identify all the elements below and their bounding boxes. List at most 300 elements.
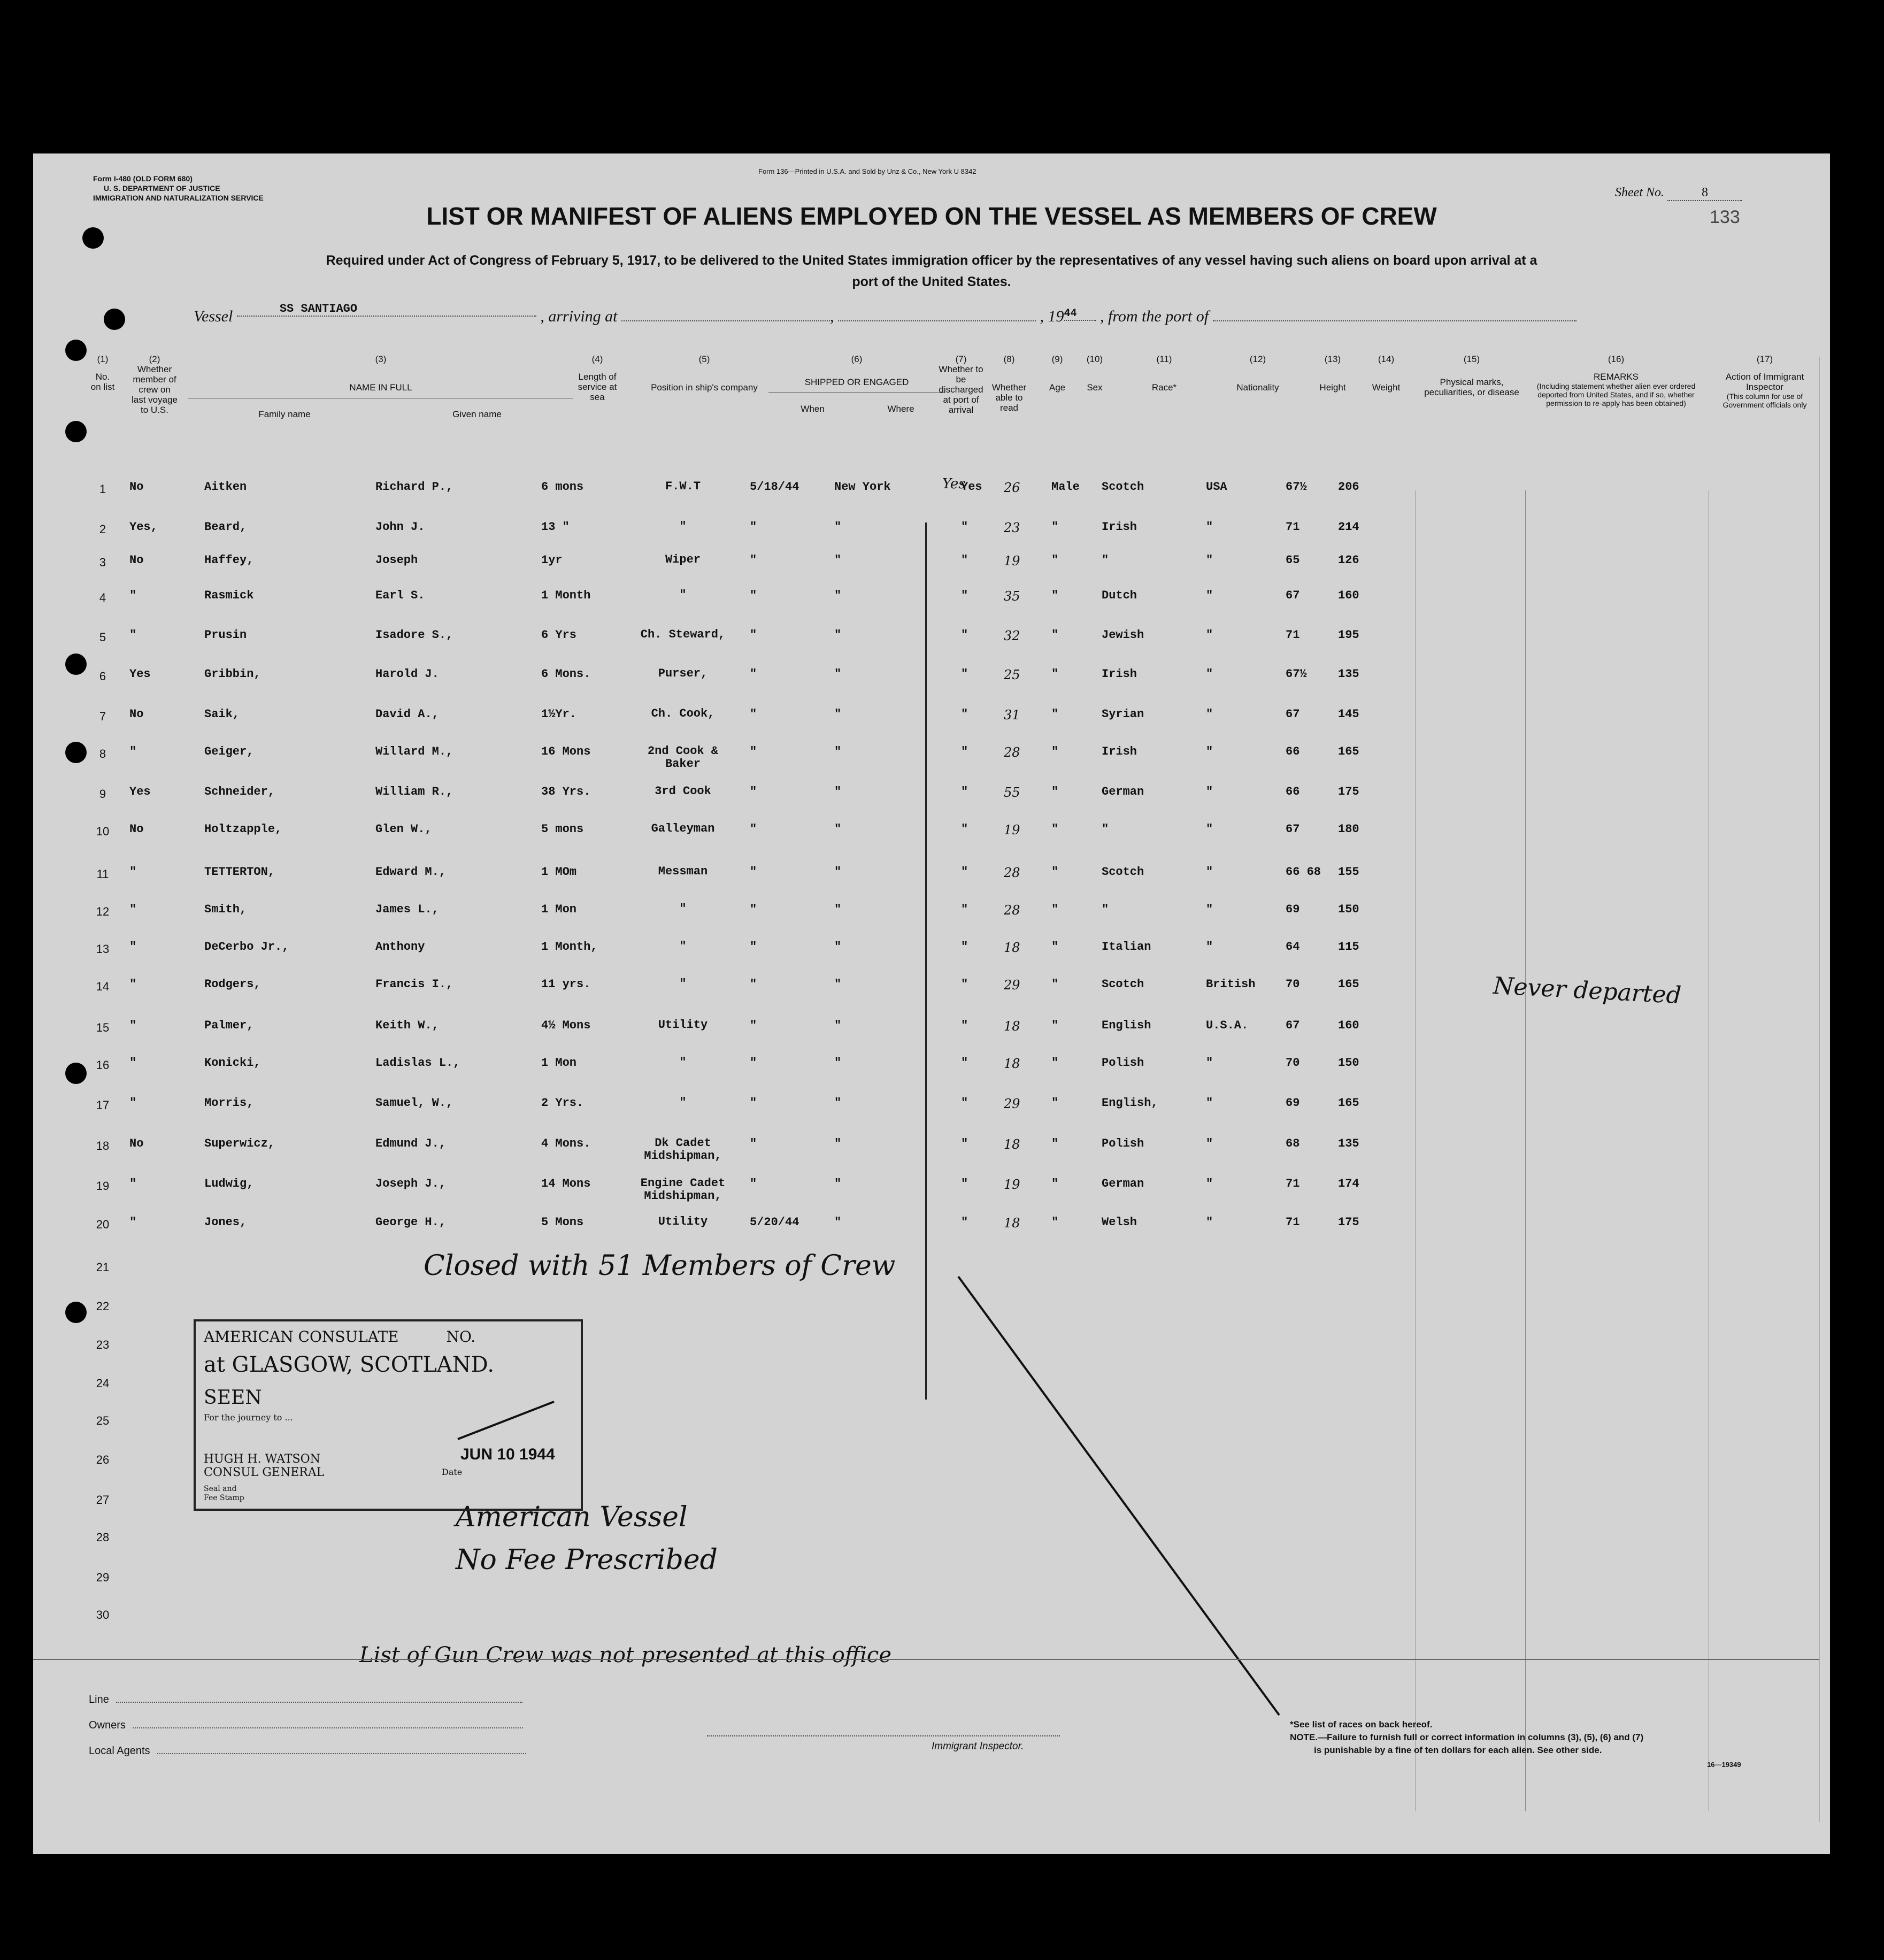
cell-able-to-read: " [961, 745, 968, 758]
cell-race: Welsh [1102, 1216, 1137, 1229]
where-header: Where [887, 404, 914, 414]
cell-ship-position: " [679, 1056, 687, 1069]
col10-label: Sex [1087, 382, 1103, 393]
cell-height: 67 [1286, 708, 1300, 721]
cell-service-length: 4 Mons. [541, 1137, 591, 1150]
row-number: 9 [99, 787, 106, 801]
col15-header [1424, 354, 1520, 397]
row-number: 12 [96, 905, 110, 918]
cell-sex: " [1051, 1177, 1059, 1190]
cell-nationality: U.S.A. [1206, 1019, 1249, 1032]
cell-given-name: Samuel, W., [375, 1096, 453, 1110]
cell-sex: " [1051, 903, 1059, 916]
cell-race: Jewish [1102, 628, 1144, 642]
cell-weight: 160 [1338, 1019, 1359, 1032]
cell-age: 28 [1004, 745, 1020, 760]
cell-height: 70 [1286, 1056, 1300, 1070]
row-number: 23 [96, 1338, 110, 1351]
cell-nationality: " [1206, 589, 1213, 602]
page-title: LIST OR MANIFEST OF ALIENS EMPLOYED ON THE VESSEL AS MEMBERS OF CREW [426, 202, 1437, 230]
cell-given-name: Earl S. [375, 589, 425, 602]
cell-shipped-where: " [834, 785, 842, 798]
row-number: 29 [96, 1571, 110, 1584]
cell-weight: 115 [1338, 940, 1359, 954]
cell-shipped-where: " [834, 554, 842, 567]
punch-hole [104, 309, 125, 330]
cell-weight: 180 [1338, 823, 1359, 836]
cell-given-name: Keith W., [375, 1019, 439, 1032]
cell-weight: 150 [1338, 1056, 1359, 1070]
stamp-date-label: Date [442, 1467, 463, 1477]
row-number: 17 [96, 1098, 110, 1112]
cell-shipped-when: " [750, 940, 757, 954]
cell-nationality: " [1206, 903, 1213, 916]
col3-subheaders [188, 409, 573, 419]
cell-race: Polish [1102, 1137, 1144, 1150]
col2-number: (2) [149, 354, 160, 364]
cell-race: Dutch [1102, 589, 1137, 602]
cell-able-to-read: " [961, 520, 968, 534]
given-name-header: Given name [452, 409, 502, 419]
col1-header [89, 354, 116, 392]
cell-service-length: 5 mons [541, 823, 584, 836]
cell-height: 71 [1286, 628, 1300, 642]
cell-family-name: Smith, [204, 903, 247, 916]
stamp-city: at GLASGOW, SCOTLAND. [204, 1352, 495, 1377]
cell-height: 69 [1286, 1096, 1300, 1110]
cell-age: 26 [1004, 480, 1020, 495]
sheet-number-label: Sheet No. [1615, 186, 1664, 199]
cell-weight: 214 [1338, 520, 1359, 534]
stamp-consulate-label: AMERICAN CONSULATE [204, 1328, 399, 1346]
cell-height: 67½ [1286, 667, 1307, 681]
cell-height: 71 [1286, 1216, 1300, 1229]
cell-race: Irish [1102, 745, 1137, 758]
cell-height: 69 [1286, 903, 1300, 916]
cell-shipped-when: " [750, 520, 757, 534]
col3-label: NAME IN FULL [188, 382, 573, 398]
cell-shipped-where: " [834, 745, 842, 758]
row-number: 22 [96, 1300, 110, 1313]
owners-field [89, 1719, 523, 1732]
cell-shipped-where: " [834, 1177, 842, 1190]
col7-number: (7) [955, 354, 967, 364]
cell-race: Scotch [1102, 865, 1144, 879]
cell-family-name: Schneider, [204, 785, 275, 798]
cell-family-name: DeCerbo Jr., [204, 940, 289, 954]
no-fee-note: No Fee Prescribed [456, 1544, 718, 1576]
cell-family-name: TETTERTON, [204, 865, 275, 879]
cell-nationality: " [1206, 520, 1213, 534]
col11-number: (11) [1156, 354, 1172, 364]
cell-given-name: Francis I., [375, 978, 453, 991]
cell-shipped-where: " [834, 667, 842, 681]
cell-sex: " [1051, 554, 1059, 567]
cell-crew-status: " [129, 978, 137, 991]
discharge-bracket-line [925, 522, 927, 1400]
cell-shipped-where: " [834, 865, 842, 879]
stamp-seal-label: Seal and [204, 1485, 237, 1493]
row-number: 30 [96, 1608, 110, 1621]
cell-able-to-read: " [961, 785, 968, 798]
cell-age: 19 [1004, 823, 1020, 837]
col16-number: (16) [1608, 354, 1625, 364]
row-number: 4 [99, 591, 106, 604]
cell-nationality: " [1206, 823, 1213, 836]
row-number: 3 [99, 556, 106, 569]
stamp-signature-stroke [452, 1396, 559, 1444]
col17-header [1711, 354, 1818, 409]
col5-number: (5) [698, 354, 710, 364]
cell-given-name: Willard M., [375, 745, 453, 758]
cell-weight: 165 [1338, 745, 1359, 758]
cell-nationality: " [1206, 1056, 1213, 1070]
row-number: 28 [96, 1531, 110, 1544]
cell-family-name: Morris, [204, 1096, 254, 1110]
cell-height: 71 [1286, 520, 1300, 534]
consulate-stamp [194, 1319, 583, 1511]
cell-able-to-read: " [961, 1019, 968, 1032]
cell-weight: 174 [1338, 1177, 1359, 1190]
stamp-officer-name: HUGH H. WATSON [204, 1452, 320, 1466]
cell-height: 66 [1286, 785, 1300, 798]
cell-shipped-when: " [750, 1096, 757, 1110]
cell-service-length: 16 Mons [541, 745, 591, 758]
cell-given-name: Glen W., [375, 823, 432, 836]
cell-crew-status: Yes [129, 785, 151, 798]
from-port-label: , from the port of [1100, 308, 1209, 325]
cell-service-length: 1 MOm [541, 865, 577, 879]
arriving-value [621, 320, 830, 321]
cell-race: Syrian [1102, 708, 1144, 721]
cell-age: 55 [1004, 785, 1020, 800]
col12-header [1210, 354, 1306, 393]
cell-able-to-read: " [961, 708, 968, 721]
cell-sex: " [1051, 978, 1059, 991]
cell-given-name: Harold J. [375, 667, 439, 681]
col2-header [130, 354, 179, 415]
cell-nationality: " [1206, 708, 1213, 721]
cell-family-name: Geiger, [204, 745, 254, 758]
cell-race: English, [1102, 1096, 1158, 1110]
cell-able-to-read: " [961, 978, 968, 991]
cell-given-name: James L., [375, 903, 439, 916]
cell-family-name: Palmer, [204, 1019, 254, 1032]
stamp-officer-title: CONSUL GENERAL [204, 1466, 325, 1479]
when-header: When [801, 404, 825, 414]
cell-race: Italian [1102, 940, 1151, 954]
cell-shipped-when: " [750, 785, 757, 798]
cell-crew-status: " [129, 865, 137, 879]
cell-family-name: Konicki, [204, 1056, 261, 1070]
cell-weight: 135 [1338, 1137, 1359, 1150]
cell-family-name: Gribbin, [204, 667, 261, 681]
row-number: 1 [99, 482, 106, 496]
cell-race: Irish [1102, 520, 1137, 534]
col13-number: (13) [1324, 354, 1341, 364]
year-prefix: , 19 [1040, 308, 1064, 325]
col6-label: SHIPPED OR ENGAGED [768, 377, 945, 393]
cell-height: 71 [1286, 1177, 1300, 1190]
cell-height: 67 [1286, 589, 1300, 602]
col14-header [1359, 354, 1413, 393]
cell-shipped-when: " [750, 667, 757, 681]
cell-sex: " [1051, 589, 1059, 602]
cell-weight: 145 [1338, 708, 1359, 721]
cell-able-to-read: " [961, 940, 968, 954]
cell-given-name: William R., [375, 785, 453, 798]
col4-number: (4) [591, 354, 603, 364]
cell-service-length: 6 mons [541, 480, 584, 494]
cell-race: " [1102, 823, 1109, 836]
cell-crew-status: " [129, 589, 137, 602]
col9-header [1039, 354, 1076, 393]
cell-ship-position: " [679, 940, 687, 953]
cell-age: 29 [1004, 978, 1020, 993]
col13-header [1306, 354, 1359, 393]
cell-given-name: Joseph [375, 554, 418, 567]
cell-able-to-read: Yes [961, 480, 982, 494]
cell-age: 32 [1004, 628, 1020, 643]
col10-number: (10) [1086, 354, 1103, 364]
cell-family-name: Superwicz, [204, 1137, 275, 1150]
col16-label: REMARKS [1593, 372, 1639, 382]
row-number: 18 [96, 1139, 110, 1152]
cell-weight: 175 [1338, 1216, 1359, 1229]
col17-label: Action of Immigrant Inspector [1725, 372, 1804, 392]
cell-shipped-when: " [750, 708, 757, 721]
cell-shipped-where: New York [834, 480, 891, 494]
cell-weight: 135 [1338, 667, 1359, 681]
col13-label: Height [1319, 382, 1346, 393]
cell-sex: " [1051, 785, 1059, 798]
cell-able-to-read: " [961, 1216, 968, 1229]
american-vessel-note: American Vessel [456, 1501, 688, 1533]
cell-age: 18 [1004, 1019, 1020, 1034]
cell-able-to-read: " [961, 1096, 968, 1110]
row-number: 21 [96, 1260, 110, 1274]
row-number: 11 [96, 867, 109, 881]
col5-label: Position in ship's company [651, 382, 758, 393]
printer-note: Form 136—Printed in U.S.A. and Sold by Unz & Co., New York U 8342 [758, 167, 976, 175]
inspector-label: Immigrant Inspector. [932, 1741, 1024, 1752]
cell-race: " [1102, 554, 1109, 567]
cell-family-name: Rasmick [204, 589, 254, 602]
cell-sex: " [1051, 520, 1059, 534]
cell-shipped-where: " [834, 940, 842, 954]
cell-given-name: Isadore S., [375, 628, 453, 642]
col8-header [988, 354, 1031, 413]
vessel-label: Vessel [194, 308, 233, 325]
col7-header [934, 354, 988, 415]
row-number: 25 [96, 1414, 110, 1427]
cell-race: Scotch [1102, 480, 1144, 494]
cell-race: " [1102, 903, 1109, 916]
cell-ship-position: Engine Cadet Midshipman, [640, 1177, 726, 1203]
cell-nationality: " [1206, 667, 1213, 681]
col8-label: Whether able to read [991, 382, 1027, 413]
row-number: 16 [96, 1058, 110, 1072]
stamp-consulate-line [204, 1328, 475, 1346]
stamp-no-label: NO. [446, 1328, 476, 1346]
cell-shipped-when: " [750, 745, 757, 758]
cell-shipped-when: " [750, 823, 757, 836]
col6-subheaders [768, 404, 945, 414]
cell-ship-position: 3rd Cook [655, 785, 711, 798]
page-subtitle-line1: Required under Act of Congress of February 5, 1917, to be delivered to the United States immigration officer by the representatives of any vessel having such aliens on board upon arrival at a [326, 253, 1537, 268]
cell-family-name: Ludwig, [204, 1177, 254, 1190]
cell-nationality: " [1206, 1177, 1213, 1190]
row-number: 19 [96, 1179, 110, 1193]
cell-nationality: " [1206, 745, 1213, 758]
form-code: 16—19349 [1707, 1761, 1741, 1769]
cell-service-length: 14 Mons [541, 1177, 591, 1190]
owners-label: Owners [89, 1719, 126, 1731]
cell-nationality: " [1206, 554, 1213, 567]
cell-given-name: Richard P., [375, 480, 453, 494]
cell-family-name: Beard, [204, 520, 247, 534]
cell-service-length: 1½Yr. [541, 708, 577, 721]
cell-able-to-read: " [961, 1137, 968, 1150]
row-number: 10 [96, 825, 110, 838]
cell-sex: " [1051, 745, 1059, 758]
cell-shipped-where: " [834, 1137, 842, 1150]
cell-able-to-read: " [961, 589, 968, 602]
cell-able-to-read: " [961, 865, 968, 879]
cell-race: English [1102, 1019, 1151, 1032]
cell-crew-status: " [129, 903, 137, 916]
punch-hole [82, 227, 104, 249]
cell-shipped-where: " [834, 708, 842, 721]
cell-nationality: " [1206, 1216, 1213, 1229]
cell-shipped-when: " [750, 978, 757, 991]
cell-sex: " [1051, 667, 1059, 681]
cell-age: 18 [1004, 1216, 1020, 1231]
cell-family-name: Jones, [204, 1216, 247, 1229]
cell-race: Polish [1102, 1056, 1144, 1070]
cell-able-to-read: " [961, 667, 968, 681]
cell-crew-status: Yes [129, 667, 151, 681]
cell-height: 64 [1286, 940, 1300, 954]
col1-number: (1) [97, 354, 109, 364]
cell-service-length: 1 Mon [541, 903, 577, 916]
cell-sex: " [1051, 1137, 1059, 1150]
cell-nationality: " [1206, 785, 1213, 798]
cell-nationality: " [1206, 1096, 1213, 1110]
cell-age: 29 [1004, 1096, 1020, 1111]
line-label: Line [89, 1694, 109, 1705]
closed-with-crew-note: Closed with 51 Members of Crew [424, 1250, 896, 1282]
cell-crew-status: " [129, 745, 137, 758]
gun-crew-note: List of Gun Crew was not presented at this office [359, 1643, 891, 1667]
sheet-number-value: 8 [1667, 186, 1742, 201]
cell-crew-status: No [129, 554, 144, 567]
penalty-note-1: NOTE.—Failure to furnish full or correct information in columns (3), (5), (6) and (7) [1290, 1732, 1644, 1742]
punch-hole [65, 1063, 87, 1084]
corner-number: 133 [1710, 207, 1740, 227]
row-number: 13 [96, 942, 110, 956]
col11-label: Race* [1151, 382, 1177, 393]
cell-age: 31 [1004, 708, 1020, 722]
col14-label: Weight [1372, 382, 1401, 393]
cell-height: 67½ [1286, 480, 1307, 494]
cell-crew-status: " [129, 1177, 137, 1190]
col12-label: Nationality [1236, 382, 1279, 393]
cell-service-length: 1 Month, [541, 940, 598, 954]
row-number: 8 [99, 747, 106, 760]
cell-able-to-read: " [961, 1177, 968, 1190]
cell-crew-status: " [129, 1056, 137, 1070]
cell-sex: " [1051, 1056, 1059, 1070]
family-name-header: Family name [258, 409, 311, 419]
col10-header [1076, 354, 1113, 393]
col4-label: Length of service at sea [578, 372, 617, 402]
cell-age: 23 [1004, 520, 1020, 535]
cell-nationality: " [1206, 865, 1213, 879]
cell-shipped-where: " [834, 589, 842, 602]
stamp-for-journey: For the journey to ... [204, 1412, 293, 1423]
cell-age: 18 [1004, 1137, 1020, 1152]
cell-given-name: Edward M., [375, 865, 447, 879]
cell-ship-position: Ch. Cook, [651, 707, 715, 720]
cell-shipped-when: " [750, 903, 757, 916]
row-number: 15 [96, 1021, 110, 1034]
line-field [89, 1694, 522, 1706]
cell-age: 28 [1004, 865, 1020, 880]
cell-service-length: 1yr [541, 554, 563, 567]
stamp-fee-label: Fee Stamp [204, 1494, 244, 1502]
cell-weight: 150 [1338, 903, 1359, 916]
cell-weight: 160 [1338, 589, 1359, 602]
cell-race: Irish [1102, 667, 1137, 681]
cell-service-length: 6 Yrs [541, 628, 577, 642]
cell-race: Scotch [1102, 978, 1144, 991]
manifest-sheet [33, 153, 1830, 1854]
cell-age: 18 [1004, 1056, 1020, 1071]
cell-height: 65 [1286, 554, 1300, 567]
cell-shipped-where: " [834, 628, 842, 642]
cell-ship-position: " [679, 520, 687, 533]
col9-label: Age [1049, 382, 1066, 393]
stamp-seen: SEEN [204, 1387, 262, 1409]
col7-label: Whether to be discharged at port of arrival [939, 364, 983, 415]
arriving-label: , arriving at [540, 308, 618, 325]
cell-sex: " [1051, 1019, 1059, 1032]
cell-shipped-when: 5/20/44 [750, 1216, 799, 1229]
col14-number: (14) [1378, 354, 1395, 364]
column-divider [1525, 490, 1526, 1811]
cell-race: German [1102, 1177, 1144, 1190]
vessel-value: SS SANTIAGO [237, 302, 536, 317]
cell-family-name: Saik, [204, 708, 240, 721]
row-number: 20 [96, 1218, 110, 1231]
year-value: 44 [1064, 308, 1096, 321]
cell-sex: " [1051, 1216, 1059, 1229]
cell-shipped-where: " [834, 903, 842, 916]
cell-nationality: " [1206, 1137, 1213, 1150]
cell-crew-status: " [129, 1019, 137, 1032]
penalty-note-2: is punishable by a fine of ten dollars for each alien. See other side. [1314, 1745, 1602, 1755]
form-number: Form I-480 (OLD FORM 680) [93, 174, 193, 183]
cell-ship-position: 2nd Cook & Baker [647, 744, 719, 771]
cell-age: 19 [1004, 554, 1020, 568]
cell-shipped-where: " [834, 520, 842, 534]
cell-ship-position: F.W.T [665, 480, 701, 493]
service-name: IMMIGRATION AND NATURALIZATION SERVICE [93, 194, 264, 202]
cell-ship-position: " [679, 1096, 687, 1109]
cell-able-to-read: " [961, 1056, 968, 1070]
cell-able-to-read: " [961, 823, 968, 836]
